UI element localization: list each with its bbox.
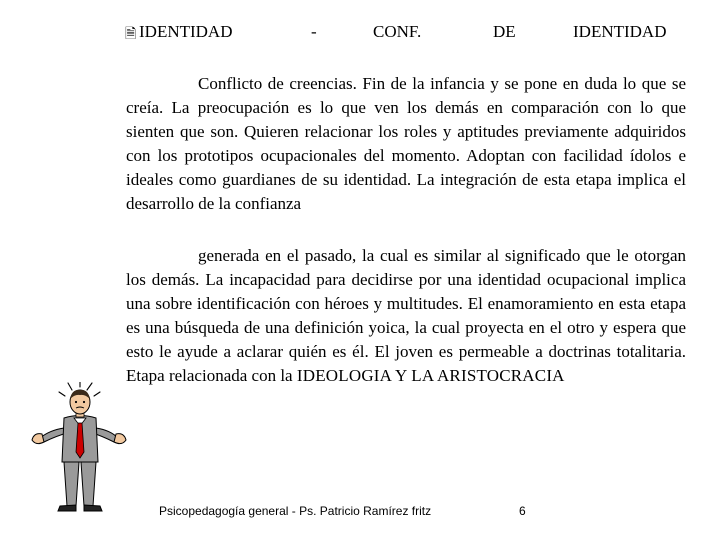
body-paragraph-1: Conflicto de creencias. Fin de la infancia y se pone en duda lo que se creía. La preocupación es lo que ven los demás en comparación con lo que sienten que son. Quieren relacionar los roles y aptitudes previamente adquiridos con los prototipos ocupacionales del momento. Adoptan con facilidad ídolos e ideales como guardianes de su identidad. La integración de esta etapa implica el desarrollo de la confianza [126, 74, 686, 213]
confused-man-icon [30, 382, 145, 517]
heading-word-3: DE [493, 22, 516, 41]
paragraph-2-emphasis: IDEOLOGIA Y LA ARISTOCRACIA [296, 366, 565, 385]
heading-dash: - [311, 22, 317, 41]
document-icon: 🗎 [125, 26, 137, 42]
page-number: 6 [519, 504, 526, 518]
slide-heading [125, 21, 687, 45]
footer-text: Psicopedagogía general - Ps. Patricio Ramírez fritz [159, 504, 432, 518]
heading-word-1: IDENTIDAD [139, 22, 233, 41]
heading-word-4: IDENTIDAD [573, 22, 667, 41]
body-paragraph-2 [126, 244, 686, 388]
paragraph-2-text: generada en el pasado, la cual es similar al significado que le otorgan los demás. La incapacidad para decidirse por una identidad ocupacional implica una sobre identificación con héroes y multitudes. El enamoramiento en esta etapa es una búsqueda de una definición yoica, la cual proyecta en el otro y espera que esto le ayude a aclarar quién es él. El joven es permeable a doctrinas totalitaria. Etapa relacionada con la [126, 246, 686, 385]
heading-word-2: CONF. [373, 22, 422, 41]
